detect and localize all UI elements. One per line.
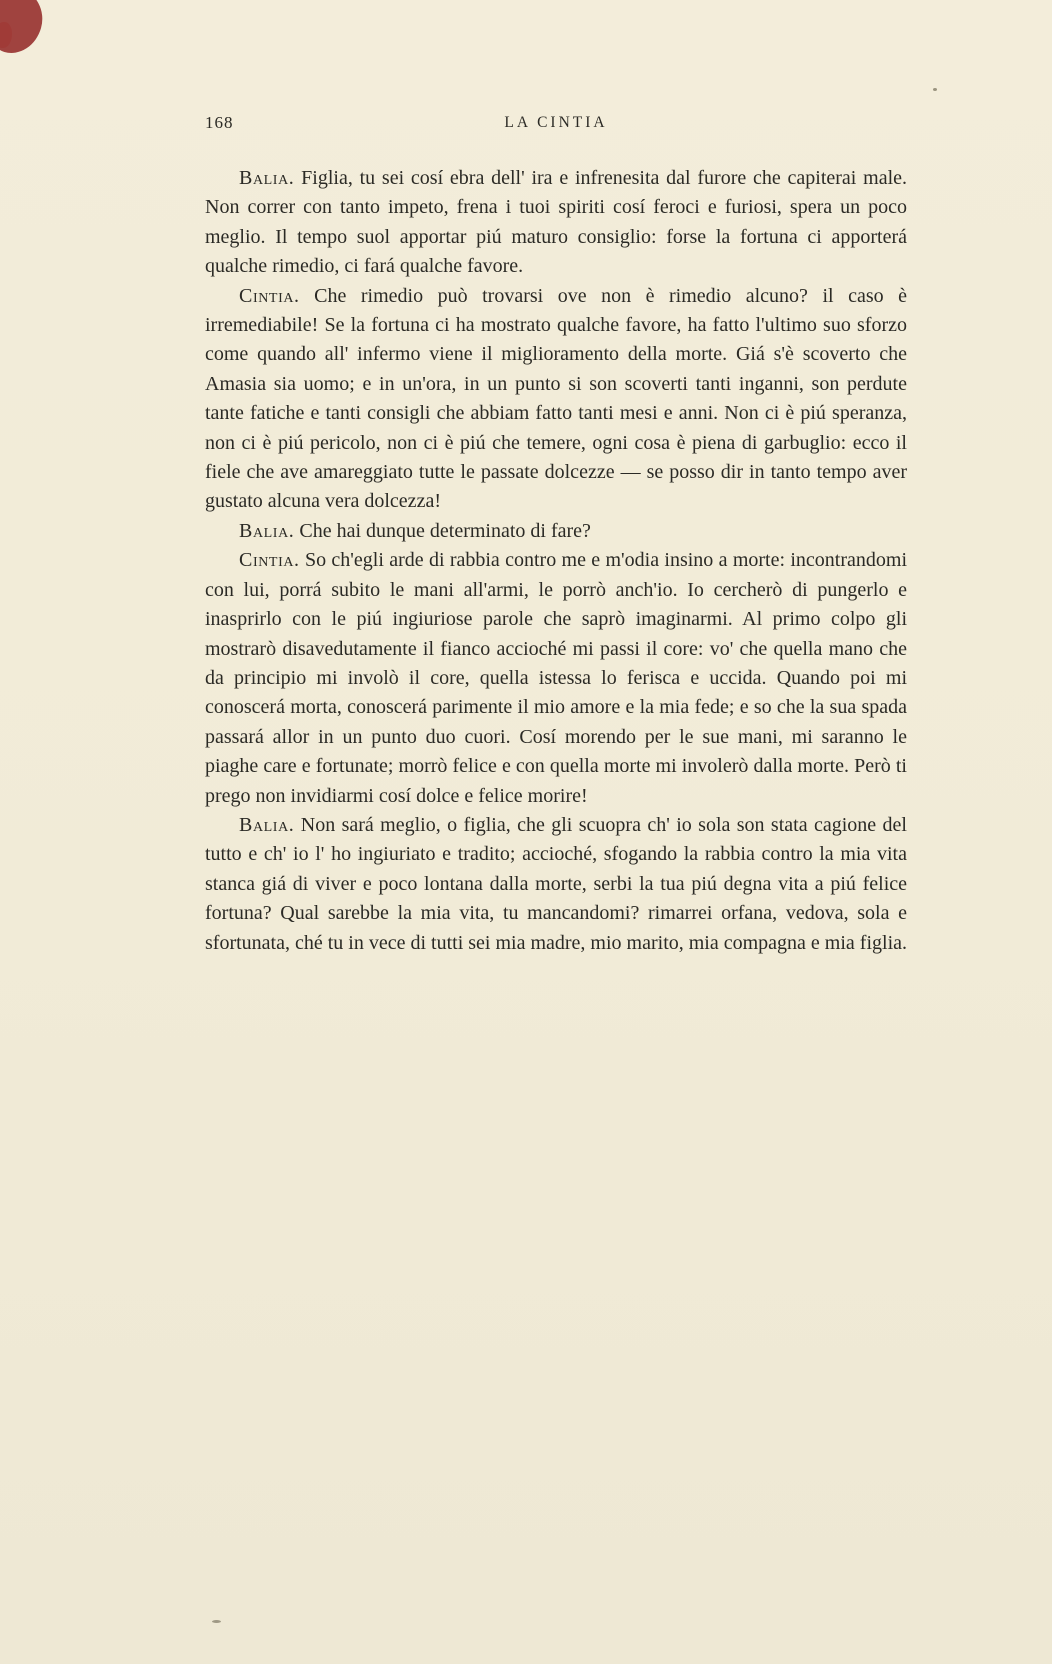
page-header [205, 112, 907, 138]
paragraph [205, 282, 907, 517]
speaker-name: Balia. [239, 167, 295, 189]
speaker-name: Balia. [239, 519, 295, 542]
scan-speck [212, 1620, 221, 1623]
speech-text: Che rimedio può trovarsi ove non è rimedio alcuno? il caso è irremediabile! Se la fortuna ci ha mostrato qualche favore, ha fatto l'ultimo suo sforzo come quando all' infermo viene il miglioramento della morte. Giá s'è scoverto che Amasia sia uomo; e in un'ora, in un punto si son scoverti tanti inganni, son perdute tante fatiche e tanti consigli che abbiam fatto tanti mesi e anni. Non ci è piú speranza, non ci è piú pericolo, non ci è piú che temere, ogni cosa è piena di garbuglio: ecco il fiele che ave amareggiato tutte le passate dolcezze — se posso dir in tanto tempo aver gustato alcuna vera dolcezza! [205, 284, 907, 513]
running-title: LA CINTIA [504, 114, 608, 131]
speech-text: Non sará meglio, o figlia, che gli scuopra ch' io sola son stata cagione del tutto e ch' io l' ho ingiuriato e tradito; accioché, sfogando la rabbia contro la mia vita stanca giá di viver e poco lontana dalla morte, serbi la tua piú degna vita a piú felice fortuna? Qual sarebbe la mia vita, tu mancandomi? rimarrei orfana, vedova, sola e sfortunata, ché tu in vece di tutti sei mia madre, mio marito, mia compagna e mia figlia. [205, 813, 908, 954]
speaker-name: Cintia. [239, 549, 300, 572]
page-body [205, 164, 907, 958]
paragraph [205, 164, 907, 282]
speech-text: Figlia, tu sei cosí ebra dell' ira e infrenesita dal furore che capiterai male. Non correr con tanto impeto, frena i tuoi spiriti cosí feroci e furiosi, spera un poco meglio. Il tempo suol apportar piú maturo consiglio: forse la fortuna ci apporterá qualche rimedio, ci fará qualche favore. [205, 167, 908, 278]
paragraph [205, 811, 907, 958]
speaker-name: Balia. [239, 813, 295, 836]
paragraph [205, 546, 907, 811]
scan-speck [933, 88, 937, 91]
page-number: 168 [205, 113, 234, 132]
speaker-name: Cintia. [239, 284, 300, 307]
paragraph [205, 517, 907, 546]
speech-text: So ch'egli arde di rabbia contro me e m'odia insino a morte: incontrandomi con lui, porrá subito le mani all'armi, le porrò anch'io. Io cercherò di pungerlo e inasprirlo con le piú ingiuriose parole che saprò imaginarmi. Al primo colpo gli mostrarò disavedutamente il fianco accioché mi passi il core: vo' che quella mano che da principio mi involò il core, quella istessa lo ferisca e uccida. Quando poi mi conoscerá morta, conoscerá parimente il mio amore e la mia fede; e so che la sua spada passará allor in un punto duo cuori. Cosí morendo per le sue mani, mi saranno le piaghe care e fortunate; morrò felice e con quella morte mi involerò dalla morte. Però ti prego non invidiarmi cosí dolce e felice morire! [205, 549, 908, 807]
speech-text: Che hai dunque determinato di fare? [299, 519, 591, 542]
